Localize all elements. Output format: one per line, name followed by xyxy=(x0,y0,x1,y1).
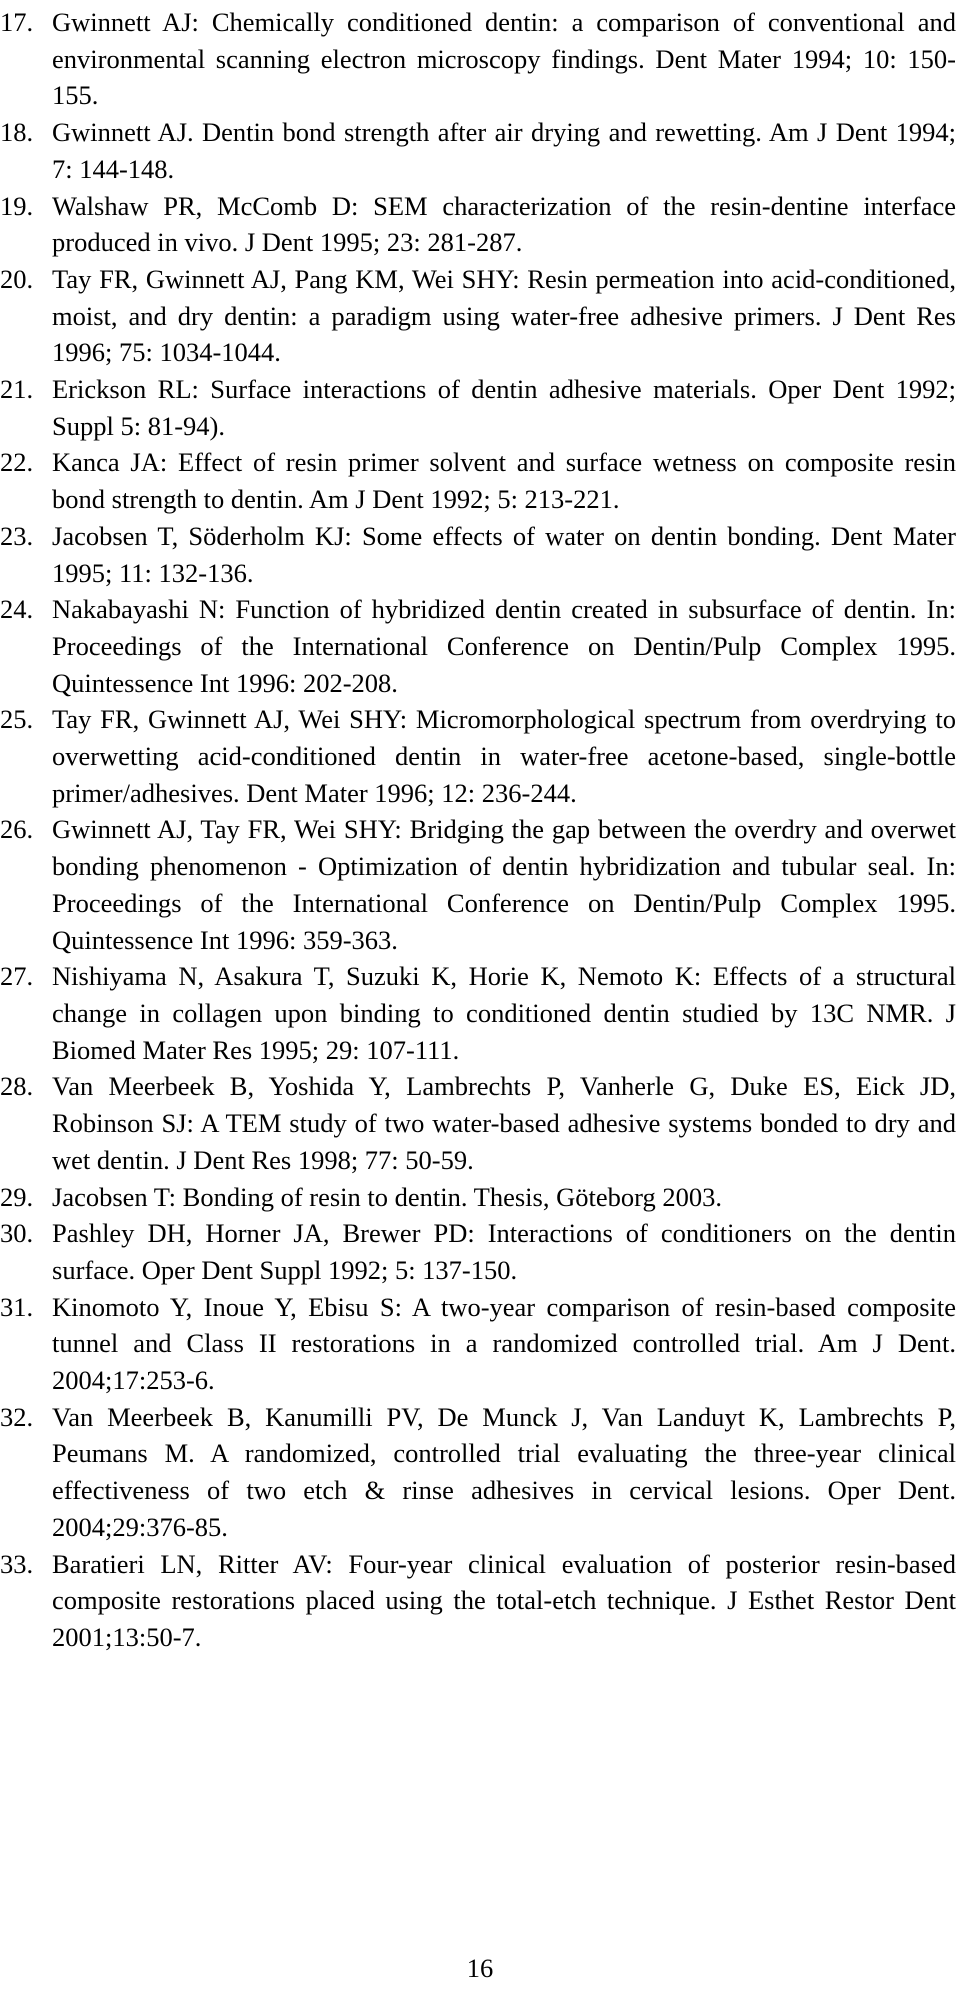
reference-text: Kanca JA: Effect of resin primer solvent and surface wetness on composite resin bond strength to dentin. Am J Dent 1992; 5: 213-​221. xyxy=(52,447,956,515)
page-number: 16 xyxy=(466,1953,494,1983)
reference-text: Erickson RL: Surface interactions of dentin adhesive materials. Oper Dent 1992; Suppl 5: 81-94). xyxy=(52,374,956,441)
reference-text: Van Meerbeek B, Kanumilli PV, De Munck J, Van Landuyt K, Lambrechts P, Peumans M. A randomized, controlled trial evaluating the three-year clinical effectiveness of two etch & rinse adhesives in cervical lesions. Oper Dent. 2004;29:376-85. xyxy=(52,1401,956,1542)
reference-item xyxy=(0,958,960,1068)
reference-item xyxy=(0,518,960,591)
reference-text: Nishiyama N, Asakura T, Suzuki K, Horie K, Nemoto K: Effects of a structural change in collagen upon binding to conditioned dentin studied by 13C NMR. J Biomed Mater Res 1995; 29: 107-111. xyxy=(52,961,956,1065)
reference-item xyxy=(0,1215,960,1288)
reference-item xyxy=(0,1399,960,1546)
reference-number: 25. xyxy=(0,704,34,735)
reference-text: Jacobsen T: Bonding of resin to dentin. Thesis, Göteborg 2003. xyxy=(52,1181,722,1212)
reference-item xyxy=(0,371,960,444)
reference-text: Pashley DH, Horner JA, Brewer PD: Interactions of conditioners on the dentin surface. Oper Dent Suppl 1992; 5: 137-150. xyxy=(52,1218,956,1285)
reference-text: Tay FR, Gwinnett AJ, Pang KM, Wei SHY: Resin permeation into acid-conditioned, moist, and dry dentin: a paradigm using water-free adhesive primers. J Dent Res 1996; 75: 1034-1044. xyxy=(52,263,956,368)
reference-item xyxy=(0,1068,960,1178)
reference-item xyxy=(0,444,960,517)
reference-number: 24. xyxy=(0,594,34,625)
reference-text: Jacobsen T, Söderholm KJ: Some effects of water on dentin bonding. Dent Mater 1995; 11: 132-136. xyxy=(52,520,956,588)
reference-item xyxy=(0,114,960,187)
reference-text: Nakabayashi N: Function of hybridized dentin created in subsurface of dentin. In: Proceedings of the International Conference on Dentin/Pulp Complex 1995. Quintessence Int 1996: 202-208. xyxy=(52,594,956,698)
reference-number: 33. xyxy=(0,1548,34,1579)
reference-item xyxy=(0,1179,960,1216)
reference-item xyxy=(0,4,960,114)
reference-item xyxy=(0,188,960,261)
reference-text: Walshaw PR, McComb D: SEM characterization of the resin-dentine interface produced in vivo. J Dent 1995; 23: 281-287. xyxy=(52,190,956,258)
reference-item xyxy=(0,261,960,371)
reference-text: Gwinnett AJ: Chemically conditioned dentin: a comparison of conventional and environmental scanning electron microscopy findings. Dent Mater 1994; 10: 150-155. xyxy=(52,7,956,111)
reference-item xyxy=(0,701,960,811)
reference-list xyxy=(0,4,960,1656)
reference-text: Kinomoto Y, Inoue Y, Ebisu S: A two-year comparison of resin-​based composite tunnel and Class II restorations in a randomized controlled trial. Am J Dent. 2004;17:253-6. xyxy=(52,1291,956,1396)
reference-text: Van Meerbeek B, Yoshida Y, Lambrechts P, Vanherle G, Duke ES, Eick JD, Robinson SJ: A TEM study of two water-based adhesive systems bonded to dry and wet dentin. J Dent Res 1998; 77: 50-59. xyxy=(52,1071,956,1175)
reference-number: 18. xyxy=(0,117,34,148)
reference-item xyxy=(0,811,960,958)
reference-item xyxy=(0,591,960,701)
reference-text: Tay FR, Gwinnett AJ, Wei SHY: Micromorphological spectrum from overdrying to overwetting acid-conditioned dentin in water-​free acetone-based, single-bottle primer/adhesives. Dent Mater 1996; 12: 236-244. xyxy=(52,704,956,808)
reference-number: 30. xyxy=(0,1218,34,1249)
reference-number: 31. xyxy=(0,1291,34,1322)
reference-number: 21. xyxy=(0,374,34,405)
reference-item xyxy=(0,1546,960,1656)
reference-number: 19. xyxy=(0,190,34,221)
reference-number: 22. xyxy=(0,447,34,478)
reference-text: Gwinnett AJ, Tay FR, Wei SHY: Bridging the gap between the overdry and overwet bonding phenomenon - Optimization of dentin hybridization and tubular seal. In: Proceedings of the International Conference on Dentin/Pulp Complex 1995. Quintessence Int 1996: 359-363. xyxy=(52,814,956,955)
reference-number: 32. xyxy=(0,1401,34,1432)
reference-text: Baratieri LN, Ritter AV: Four-year clinical evaluation of posterior resin-based composite restorations placed using the total-etch technique. J Esthet Restor Dent 2001;13:50-7. xyxy=(52,1548,956,1652)
reference-number: 20. xyxy=(0,263,34,294)
reference-number: 17. xyxy=(0,7,34,37)
reference-item xyxy=(0,1289,960,1399)
reference-text: Gwinnett AJ. Dentin bond strength after air drying and rewetting. Am J Dent 1994; 7: 144-148. xyxy=(52,117,956,184)
reference-number: 27. xyxy=(0,961,34,992)
reference-number: 23. xyxy=(0,520,34,551)
reference-number: 29. xyxy=(0,1181,34,1212)
reference-number: 28. xyxy=(0,1071,34,1102)
reference-number: 26. xyxy=(0,814,34,845)
